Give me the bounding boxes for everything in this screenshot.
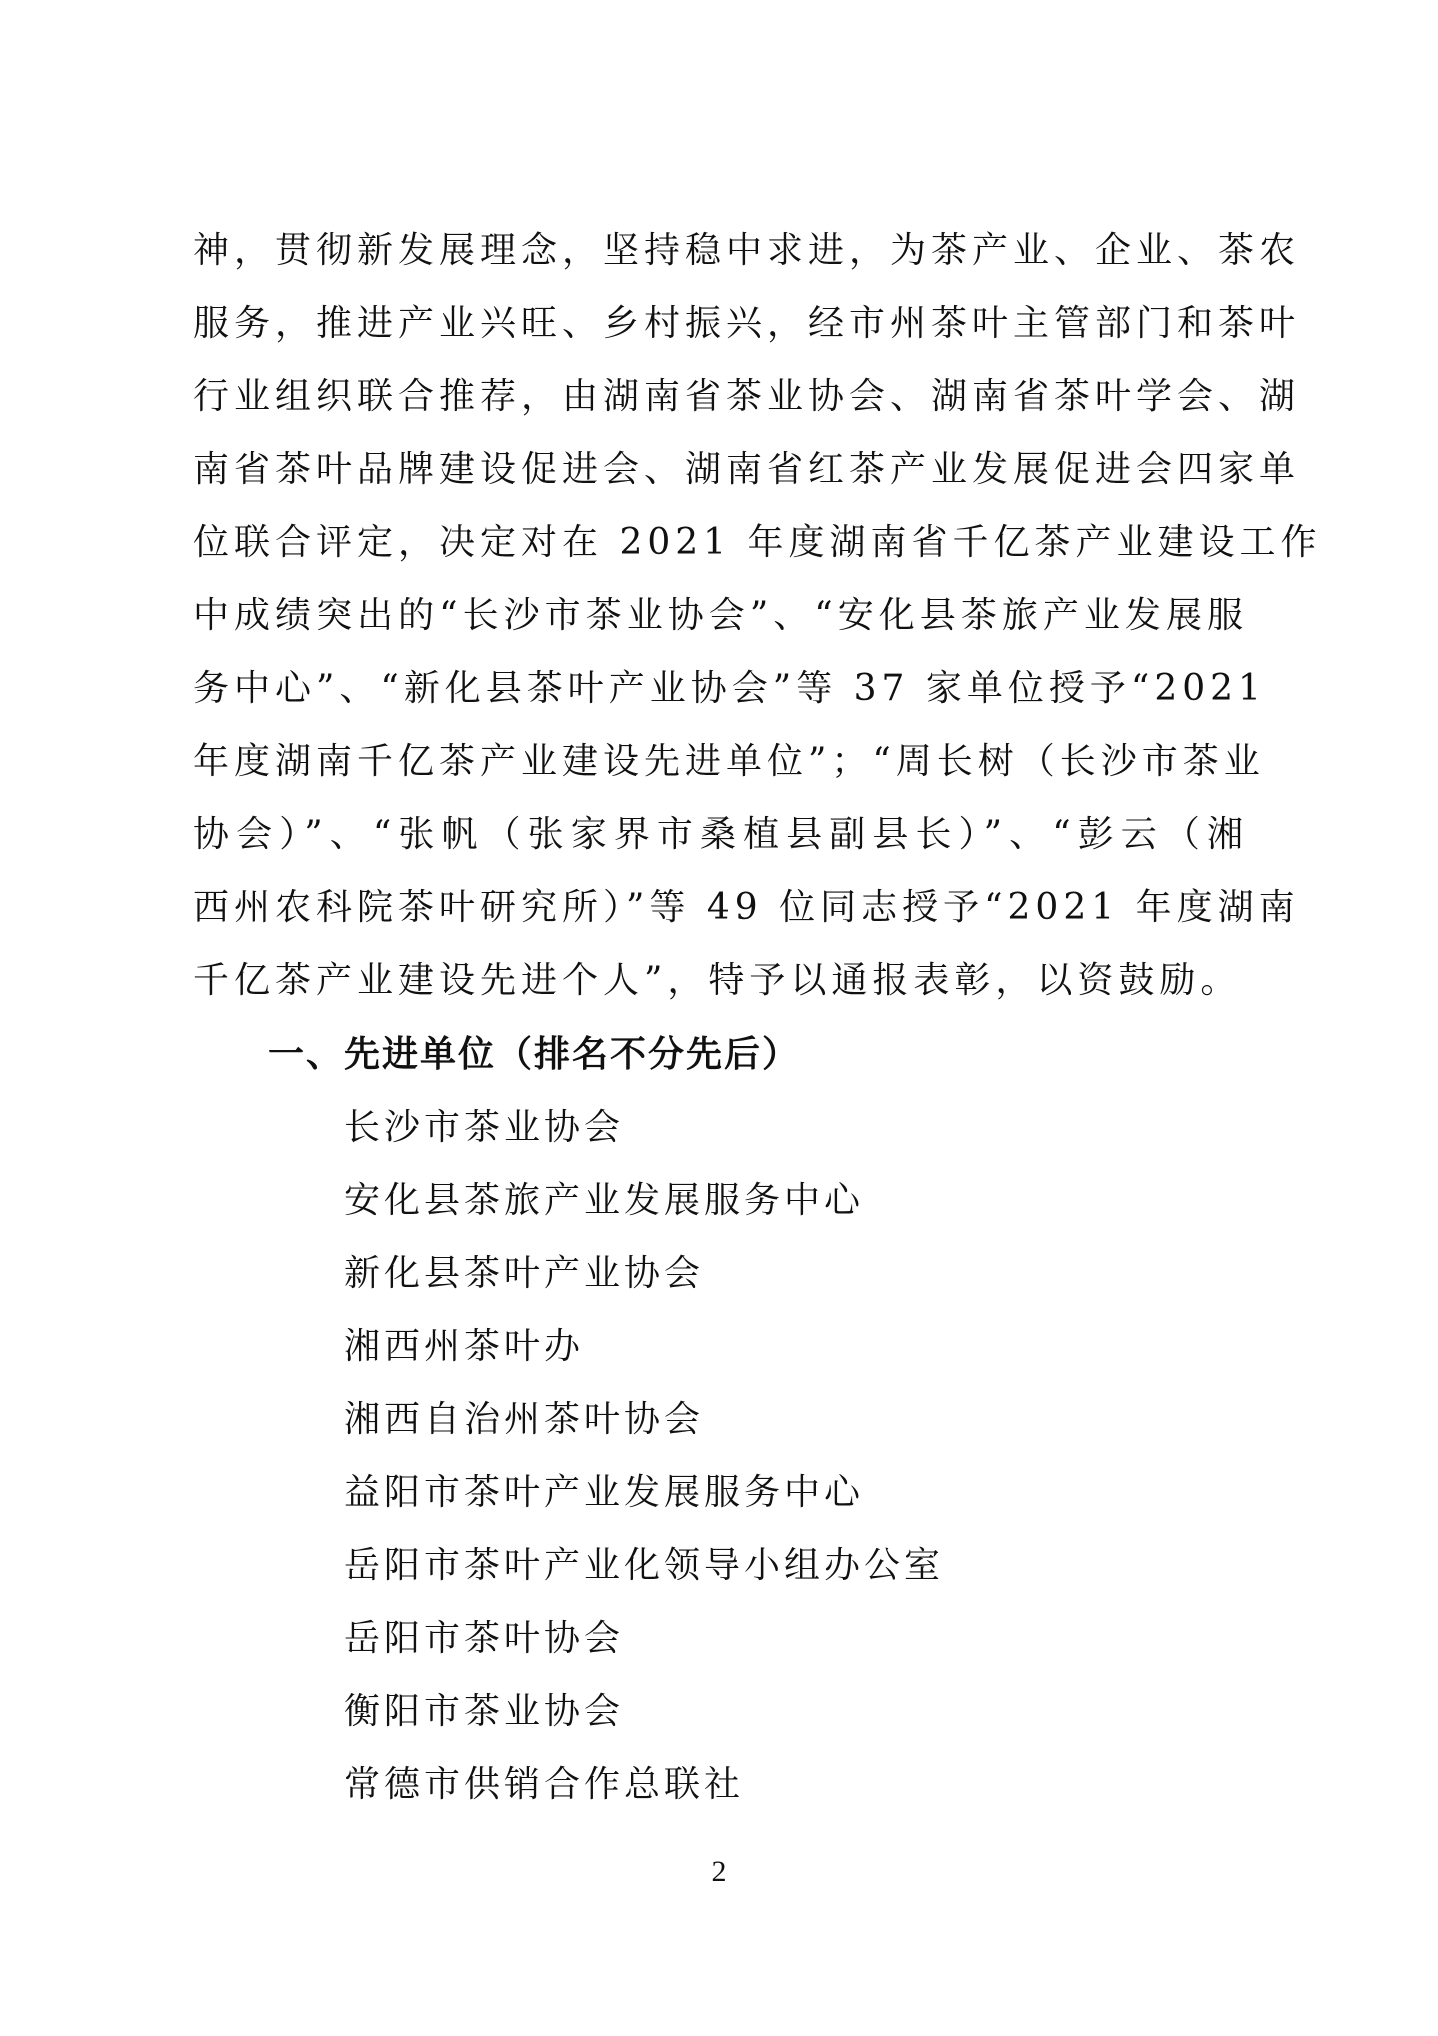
body-line: 年度湖南千亿茶产业建设先进单位”；“周长树（长沙市茶业 bbox=[193, 741, 1265, 782]
body-line: 行业组织联合推荐，由湖南省茶业协会、湖南省茶叶学会、湖 bbox=[193, 376, 1301, 417]
list-item: 岳阳市茶叶协会 bbox=[344, 1618, 625, 1659]
body-line: 神，贯彻新发展理念，坚持稳中求进，为茶产业、企业、茶农 bbox=[193, 230, 1301, 271]
body-line: 务中心”、“新化县茶叶产业协会”等 37 家单位授予“2021 bbox=[193, 668, 1266, 709]
body-line: 中成绩突出的“长沙市茶业协会”、“安化县茶旅产业发展服 bbox=[193, 595, 1248, 636]
body-line: 位联合评定，决定对在 2021 年度湖南省千亿茶产业建设工作 bbox=[193, 522, 1322, 563]
section-heading: 一、先进单位（排名不分先后） bbox=[268, 1034, 801, 1075]
advanced-units-list bbox=[344, 1091, 944, 1821]
list-item: 益阳市茶叶产业发展服务中心 bbox=[344, 1472, 865, 1513]
page-number: 2 bbox=[711, 1855, 727, 1888]
body-line: 服务，推进产业兴旺、乡村振兴，经市州茶叶主管部门和茶叶 bbox=[193, 303, 1301, 344]
list-item: 新化县茶叶产业协会 bbox=[344, 1253, 705, 1294]
list-item: 常德市供销合作总联社 bbox=[344, 1764, 745, 1805]
list-item: 长沙市茶业协会 bbox=[344, 1107, 625, 1148]
list-item: 衡阳市茶业协会 bbox=[344, 1691, 625, 1732]
body-line: 千亿茶产业建设先进个人”，特予以通报表彰，以资鼓励。 bbox=[193, 960, 1242, 1001]
body-line: 西州农科院茶叶研究所）”等 49 位同志授予“2021 年度湖南 bbox=[193, 887, 1300, 928]
body-paragraph bbox=[193, 214, 1322, 1017]
list-item: 湘西州茶叶办 bbox=[344, 1326, 585, 1367]
list-item: 湘西自治州茶叶协会 bbox=[344, 1399, 705, 1440]
list-item: 岳阳市茶叶产业化领导小组办公室 bbox=[344, 1545, 945, 1586]
body-line: 协会）”、“张帆（张家界市桑植县副县长）”、“彭云（湘 bbox=[193, 814, 1248, 855]
list-item: 安化县茶旅产业发展服务中心 bbox=[344, 1180, 865, 1221]
body-line: 南省茶叶品牌建设促进会、湖南省红茶产业发展促进会四家单 bbox=[193, 449, 1301, 490]
